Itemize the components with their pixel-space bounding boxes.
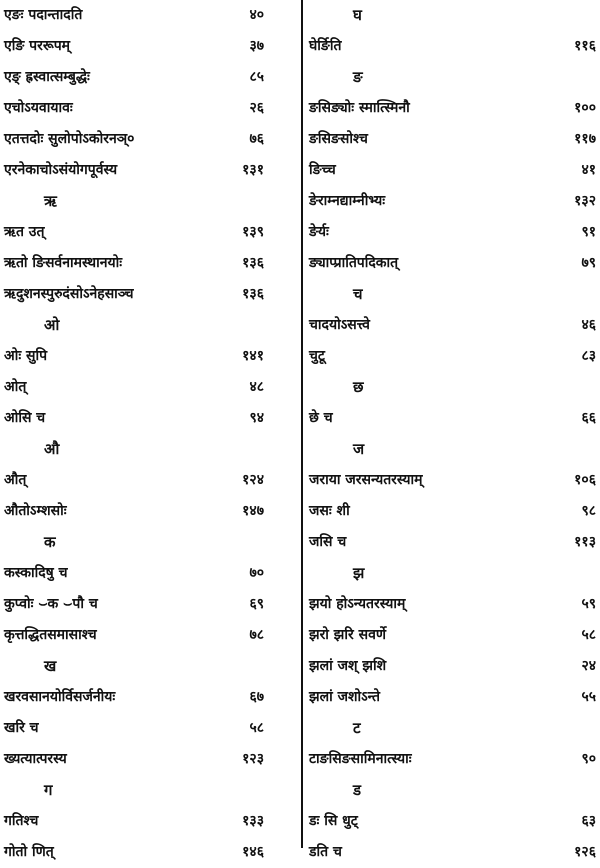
index-entry [305, 744, 600, 775]
sutra-number: १२३ [242, 751, 264, 767]
section-letter: झ [353, 564, 365, 582]
index-entry [0, 403, 300, 434]
sutra-text: झरो झरि सवर्णे [309, 627, 386, 643]
sutra-number: १३१ [242, 162, 264, 178]
index-entry [305, 341, 600, 372]
sutra-number: ८३ [581, 348, 596, 364]
sutra-text: कुप्वोः ⌣क ⌣पौ च [4, 596, 98, 612]
sutra-number: ४६ [581, 317, 596, 333]
sutra-text: ङ्याप्प्रातिपदिकात् [309, 255, 399, 271]
sutra-number: ७८ [249, 627, 264, 643]
section-letter: क [44, 533, 56, 551]
sutra-text: जराया जरसन्यतरस्याम् [309, 472, 423, 488]
sutra-text: ङसिङ्योः स्मात्स्मिनौ [309, 100, 410, 116]
sutra-number: ९० [581, 751, 596, 767]
index-entry [305, 682, 600, 713]
section-letter: ख [44, 657, 57, 675]
sutra-number: १३९ [242, 224, 264, 240]
index-entry [0, 806, 300, 837]
index-entry [305, 465, 600, 496]
sutra-text: एतत्तदोः सुलोपोऽकोरनञ्० [4, 131, 135, 147]
sutra-text: औत् [4, 472, 27, 488]
sutra-number: २६ [249, 100, 264, 116]
section-heading [305, 372, 600, 403]
index-entry [305, 93, 600, 124]
sutra-text: खरवसानयोर्विसर्जनीयः [4, 689, 116, 705]
sutra-text: ओः सुपि [4, 348, 48, 364]
sutra-number: ४८ [249, 379, 264, 395]
index-entry [0, 279, 300, 310]
sutra-number: ७६ [249, 131, 264, 147]
sutra-text: एङः पदान्तादति [4, 7, 83, 23]
sutra-text: एरनेकाचोऽसंयोगपूर्वस्य [4, 162, 118, 178]
section-heading [305, 713, 600, 744]
section-heading [305, 775, 600, 806]
sutra-number: ५८ [249, 720, 264, 736]
sutra-text: एङ् ह्रस्वात्सम्बुद्धेः [4, 69, 90, 85]
sutra-number: ९१ [581, 224, 596, 240]
sutra-text: झयो होऽन्यतरस्याम् [309, 596, 406, 612]
sutra-text: जसः शी [309, 503, 350, 519]
index-entry [0, 217, 300, 248]
index-entry [0, 620, 300, 651]
index-entry [0, 372, 300, 403]
sutra-text: ङेराम्नद्याम्नीभ्यः [309, 193, 386, 209]
index-entry [305, 589, 600, 620]
sutra-number: १३६ [242, 286, 264, 302]
index-entry [305, 186, 600, 217]
sutra-text: ङेर्यः [309, 224, 329, 240]
section-letter: ओ [44, 316, 60, 334]
index-entry [0, 496, 300, 527]
index-entry [0, 124, 300, 155]
section-heading [0, 434, 300, 465]
right-column [305, 0, 600, 860]
sutra-text: ङिच्च [309, 162, 336, 178]
index-entry [0, 341, 300, 372]
sutra-number: ९८ [581, 503, 596, 519]
index-entry [305, 620, 600, 651]
index-entry [305, 651, 600, 682]
sutra-number: ४१ [581, 162, 596, 178]
index-entry [0, 465, 300, 496]
index-entry [0, 682, 300, 713]
section-letter: ड [353, 781, 362, 799]
sutra-number: ७० [249, 565, 264, 581]
sutra-text: ओत् [4, 379, 27, 395]
sutra-text: डः सि धुट् [309, 813, 358, 829]
sutra-number: ५५ [581, 689, 596, 705]
section-heading [305, 0, 600, 31]
sutra-text: ङसिङसोश्च [309, 131, 368, 147]
sutra-text: ऋतो ङिसर्वनामस्थानयोः [4, 255, 123, 271]
sutra-text: कृत्तद्धितसमासाश्च [4, 627, 97, 643]
sutra-number: ८५ [249, 69, 264, 85]
section-letter: ज [353, 440, 365, 458]
sutra-number: १३६ [242, 255, 264, 271]
sutra-number: ६६ [581, 410, 596, 426]
sutra-text: गोतो णित् [4, 844, 54, 860]
section-letter: ट [353, 719, 361, 737]
index-entry [305, 310, 600, 341]
sutra-text: छे च [309, 410, 333, 426]
sutra-text: कस्कादिषु च [4, 565, 68, 581]
sutra-text: चादयोऽसत्त्वे [309, 317, 370, 333]
index-entry [305, 837, 600, 868]
section-heading [305, 434, 600, 465]
index-entry [305, 248, 600, 279]
index-entry [0, 155, 300, 186]
sutra-text: जसि च [309, 534, 347, 550]
index-entry [0, 62, 300, 93]
sutra-number: ७९ [581, 255, 596, 271]
sutra-number: १३३ [242, 813, 264, 829]
sutra-text: ऋत उत् [4, 224, 45, 240]
section-heading [0, 527, 300, 558]
left-column [0, 0, 300, 860]
sutra-text: ओसि च [4, 410, 46, 426]
sutra-number: ६९ [249, 596, 264, 612]
section-heading [305, 279, 600, 310]
sutra-text: ख्यत्यात्परस्य [4, 751, 67, 767]
sutra-number: २४ [581, 658, 596, 674]
section-heading [305, 558, 600, 589]
sutra-number: १४६ [242, 844, 264, 860]
section-heading [0, 651, 300, 682]
sutra-number: ५९ [581, 596, 596, 612]
sutra-number: १४१ [242, 348, 264, 364]
sutra-text: गतिश्च [4, 813, 39, 829]
sutra-number: ९४ [249, 410, 264, 426]
sutra-text: औतोऽम्शसोः [4, 503, 67, 519]
index-entry [305, 31, 600, 62]
section-letter: ऋ [44, 192, 57, 210]
sutra-number: ४० [249, 7, 264, 23]
sutra-text: टाङसिङसामिनात्स्याः [309, 751, 412, 767]
sutra-text: घेर्ङिति [309, 38, 342, 54]
index-entry [305, 806, 600, 837]
section-letter: औ [44, 440, 60, 458]
index-entry [305, 403, 600, 434]
index-entry [0, 31, 300, 62]
index-entry [305, 124, 600, 155]
sutra-number: १३२ [574, 193, 596, 209]
section-letter: ग [44, 781, 53, 799]
sutra-text: चुटू [309, 348, 325, 364]
sutra-number: ११७ [574, 131, 596, 147]
section-letter: च [353, 285, 363, 303]
index-entry [305, 527, 600, 558]
sutra-text: डति च [309, 844, 342, 860]
index-entry [0, 558, 300, 589]
index-entry [0, 248, 300, 279]
sutra-text: झलां जश् झशि [309, 658, 387, 674]
sutra-number: १०० [574, 100, 596, 116]
sutra-number: ११३ [574, 534, 596, 550]
sutra-number: ५८ [581, 627, 596, 643]
section-letter: घ [353, 6, 362, 24]
sutra-number: १२४ [242, 472, 264, 488]
section-heading [0, 310, 300, 341]
sutra-number: १४७ [242, 503, 264, 519]
sutra-number: १०६ [574, 472, 596, 488]
section-heading [0, 775, 300, 806]
section-heading [0, 186, 300, 217]
index-entry [305, 217, 600, 248]
index-entry [0, 837, 300, 868]
index-entry [0, 589, 300, 620]
index-entry [305, 155, 600, 186]
sutra-number: ३७ [249, 38, 264, 54]
index-entry [305, 496, 600, 527]
section-letter: छ [353, 378, 364, 396]
sutra-text: खरि च [4, 720, 39, 736]
section-heading [305, 62, 600, 93]
index-entry [0, 0, 300, 31]
column-divider [301, 0, 303, 848]
sutra-text: एङि पररूपम् [4, 38, 71, 54]
index-entry [0, 93, 300, 124]
sutra-number: ६७ [249, 689, 264, 705]
sutra-text: एचोऽयवायावः [4, 100, 73, 116]
index-entry [0, 744, 300, 775]
sutra-text: ऋदुशनस्पुरुदंसोऽनेहसाञ्च [4, 286, 134, 302]
sutra-number: ११६ [574, 38, 596, 54]
index-entry [0, 713, 300, 744]
section-letter: ङ [353, 68, 363, 86]
sutra-text: झलां जशोऽन्ते [309, 689, 380, 705]
sutra-number: ६३ [581, 813, 596, 829]
sutra-number: १२६ [574, 844, 596, 860]
